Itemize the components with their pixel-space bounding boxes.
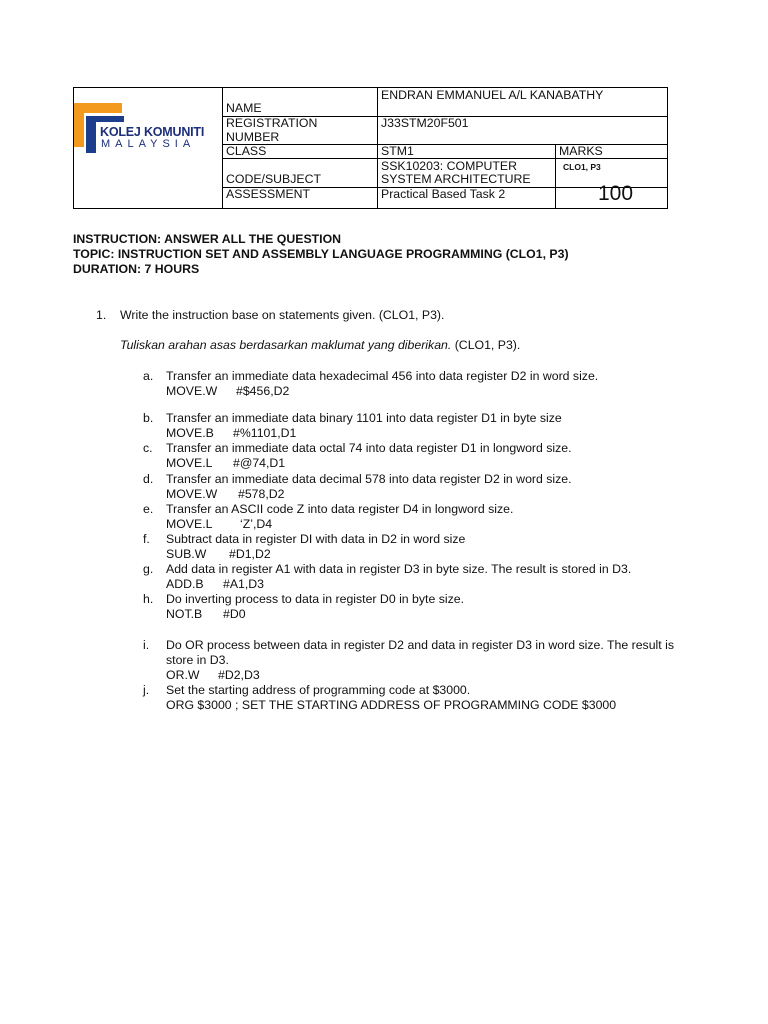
code-subject-value-line2: SYSTEM ARCHITECTURE xyxy=(381,172,531,186)
registration-label-line1: REGISTRATION xyxy=(226,116,318,130)
topic-line: TOPIC: INSTRUCTION SET AND ASSEMBLY LANGUAGE PROGRAMMING (CLO1, P3) xyxy=(73,247,569,261)
question-malay xyxy=(120,338,520,352)
answer-operand: #A1,D3 xyxy=(223,577,265,591)
instruction-line: INSTRUCTION: ANSWER ALL THE QUESTION xyxy=(73,232,342,246)
item-statement: Do OR process between data in register D2 and data in register D3 in word size. The result is store in D3. xyxy=(166,638,674,667)
marks-label: MARKS xyxy=(559,144,603,158)
item-letter: f. xyxy=(143,532,150,546)
question-malay-italic: Tuliskan arahan asas berdasarkan maklumat yang diberikan. xyxy=(120,338,452,352)
answer-operand: #D1,D2 xyxy=(229,547,271,561)
code-subject-label: CODE/SUBJECT xyxy=(226,172,321,186)
item-letter: d. xyxy=(143,472,154,486)
item-letter: a. xyxy=(143,369,154,383)
registration-value: J33STM20F501 xyxy=(381,116,469,130)
assessment-label: ASSESSMENT xyxy=(226,187,311,201)
duration-line: DURATION: 7 HOURS xyxy=(73,262,200,276)
answer-op: MOVE.L xyxy=(166,517,213,531)
item-statement: Transfer an immediate data binary 1101 into data register D1 in byte size xyxy=(166,411,562,425)
answer-op: NOT.B xyxy=(166,607,203,621)
item-letter: e. xyxy=(143,502,154,516)
answer-operand: #%1101,D1 xyxy=(233,426,297,440)
answer-op: OR.W xyxy=(166,668,200,682)
item-statement: Do inverting process to data in register D0 in byte size. xyxy=(166,592,465,606)
item-letter: c. xyxy=(143,441,153,455)
item-statement: Transfer an immediate data hexadecimal 456 into data register D2 in word size. xyxy=(166,369,599,383)
item-statement: Transfer an immediate data decimal 578 into data register D2 in word size. xyxy=(166,472,572,486)
item-statement: Add data in register A1 with data in register D3 in byte size. The result is stored in D3. xyxy=(166,562,632,576)
answer-operand: #578,D2 xyxy=(238,487,285,501)
answer-op: MOVE.L xyxy=(166,456,213,470)
logo-text-line2: MALAYSIA xyxy=(101,138,196,150)
item-answer xyxy=(166,607,246,622)
item-letter: j. xyxy=(143,683,150,697)
answer-operand: ‘Z’,D4 xyxy=(240,517,273,531)
item-answer xyxy=(166,517,272,532)
item-letter: g. xyxy=(143,562,154,576)
item-answer xyxy=(166,426,296,441)
item-statement: Transfer an immediate data octal 74 into data register D1 in longword size. xyxy=(166,441,572,455)
item-letter: i. xyxy=(143,638,150,652)
answer-operand: #D2,D3 xyxy=(218,668,260,682)
item-statement: Subtract data in register DI with data in D2 in word size xyxy=(166,532,466,546)
class-label: CLASS xyxy=(226,144,267,158)
name-label: NAME xyxy=(226,101,262,115)
item-letter: b. xyxy=(143,411,154,425)
item-answer xyxy=(166,577,264,592)
answer-operand: #@74,D1 xyxy=(233,456,286,470)
assessment-value: Practical Based Task 2 xyxy=(381,187,506,201)
item-answer xyxy=(166,384,289,399)
marks-value: 100 xyxy=(598,182,634,205)
question-text: Write the instruction base on statements given. (CLO1, P3). xyxy=(120,308,445,322)
header-table xyxy=(73,87,668,209)
question-malay-suffix: (CLO1, P3). xyxy=(451,338,521,352)
logo-text-line1: KOLEJ KOMUNITI xyxy=(100,125,205,139)
question-number: 1. xyxy=(96,308,107,322)
clo-label: CLO1, P3 xyxy=(563,162,601,172)
item-answer: ORG $3000 ; SET THE STARTING ADDRESS OF PROGRAMMING CODE $3000 xyxy=(166,698,617,712)
item-statement: Set the starting address of programming code at $3000. xyxy=(166,683,471,697)
answer-op: MOVE.W xyxy=(166,487,218,501)
item-answer xyxy=(166,668,260,683)
answer-operand: #D0 xyxy=(223,607,246,621)
registration-label-line2: NUMBER xyxy=(226,130,280,144)
item-letter: h. xyxy=(143,592,154,606)
answer-operand: #$456,D2 xyxy=(236,384,290,398)
name-value: ENDRAN EMMANUEL A/L KANABATHY xyxy=(381,88,604,102)
college-logo xyxy=(74,88,223,208)
answer-op: ADD.B xyxy=(166,577,204,591)
class-value: STM1 xyxy=(381,144,414,158)
item-answer xyxy=(166,547,271,562)
answer-op: SUB.W xyxy=(166,547,207,561)
item-statement: Transfer an ASCII code Z into data register D4 in longword size. xyxy=(166,502,514,516)
code-subject-value-line1: SSK10203: COMPUTER xyxy=(381,159,517,173)
item-answer xyxy=(166,487,285,502)
answer-op: MOVE.W xyxy=(166,384,218,398)
answer-op: MOVE.B xyxy=(166,426,214,440)
item-answer xyxy=(166,456,285,471)
